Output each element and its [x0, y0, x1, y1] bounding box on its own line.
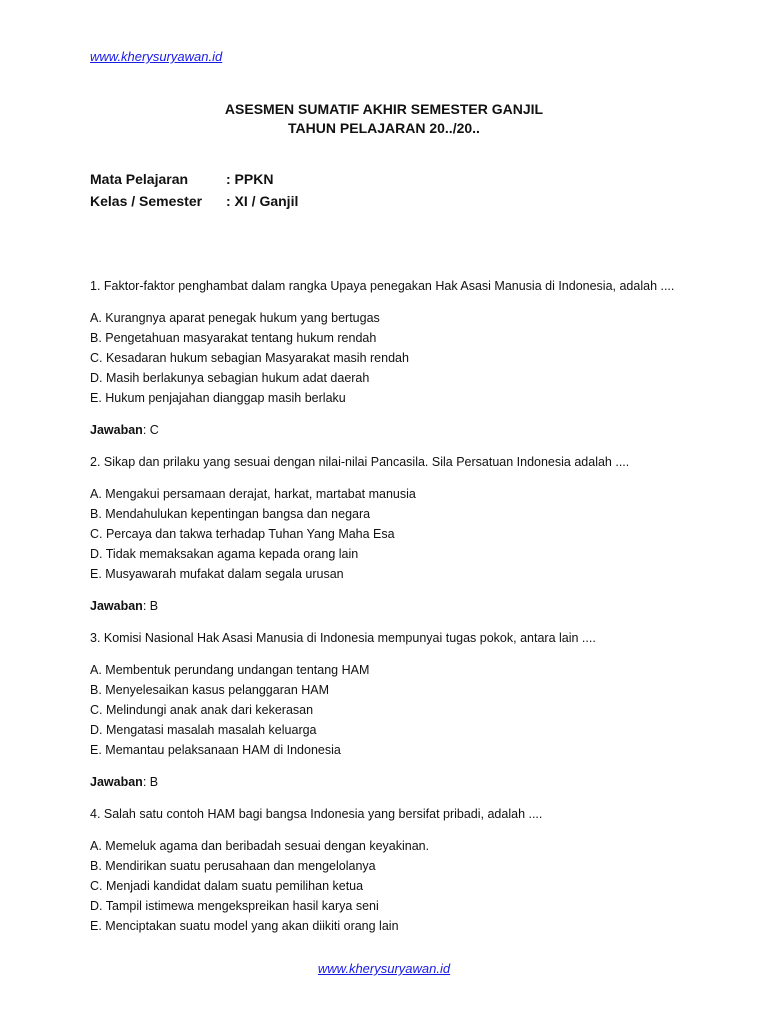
option-b: B. Pengetahuan masyarakat tentang hukum rendah: [90, 331, 377, 345]
option-d: D. Mengatasi masalah masalah keluarga: [90, 723, 317, 737]
option-b: B. Mendirikan suatu perusahaan dan mengelolanya: [90, 859, 376, 873]
answer-value: : B: [142, 599, 159, 613]
option-c: C. Menjadi kandidat dalam suatu pemilihan ketua: [90, 879, 364, 893]
question-1: [90, 276, 678, 440]
subject-label: Mata Pelajaran: [90, 171, 189, 187]
option-c: C. Percaya dan takwa terhadap Tuhan Yang Maha Esa: [90, 527, 395, 541]
question-2: [90, 452, 678, 616]
option-c: C. Melindungi anak anak dari kekerasan: [90, 703, 314, 717]
option-a: A. Memeluk agama dan beribadah sesuai dengan keyakinan.: [90, 839, 430, 853]
option-c: C. Kesadaran hukum sebagian Masyarakat masih rendah: [90, 351, 409, 365]
option-list: [90, 836, 678, 936]
option-list: [90, 484, 678, 584]
question-text: 3. Komisi Nasional Hak Asasi Manusia di Indonesia mempunyai tugas pokok, antara lain ....: [90, 631, 596, 645]
question-4: [90, 804, 678, 936]
option-d: D. Tidak memaksakan agama kepada orang lain: [90, 547, 359, 561]
question-3: [90, 628, 678, 792]
question-text: 2. Sikap dan prilaku yang sesuai dengan nilai-nilai Pancasila. Sila Persatuan Indonesia adalah ....: [90, 455, 630, 469]
option-a: A. Kurangnya aparat penegak hukum yang bertugas: [90, 311, 380, 325]
document-title: [90, 100, 678, 138]
answer-label: Jawaban: [90, 423, 143, 437]
answer-line: [90, 772, 678, 792]
answer-value: : B: [142, 775, 159, 789]
answer-line: [90, 596, 678, 616]
question-text: 4. Salah satu contoh HAM bagi bangsa Indonesia yang bersifat pribadi, adalah ....: [90, 807, 543, 821]
footer: [0, 960, 768, 978]
option-e: E. Musyawarah mufakat dalam segala urusan: [90, 567, 344, 581]
header-link[interactable]: www.kherysuryawan.id: [90, 49, 223, 64]
option-list: [90, 660, 678, 760]
meta-block: [90, 168, 678, 212]
answer-label: Jawaban: [90, 775, 143, 789]
question-text: 1. Faktor-faktor penghambat dalam rangka Upaya penegakan Hak Asasi Manusia di Indonesia, adalah ....: [90, 279, 675, 293]
footer-link[interactable]: www.kherysuryawan.id: [317, 961, 451, 976]
option-d: D. Tampil istimewa mengekspreikan hasil karya seni: [90, 899, 379, 913]
option-a: A. Membentuk perundang undangan tentang HAM: [90, 663, 370, 677]
option-list: [90, 308, 678, 408]
subject-value: : PPKN: [226, 171, 274, 187]
title-line-2: TAHUN PELAJARAN 20../20..: [288, 120, 480, 136]
answer-value: : C: [142, 423, 159, 437]
option-e: E. Hukum penjajahan dianggap masih berlaku: [90, 391, 346, 405]
question-list: [90, 276, 678, 936]
option-b: B. Menyelesaikan kasus pelanggaran HAM: [90, 683, 330, 697]
option-d: D. Masih berlakunya sebagian hukum adat daerah: [90, 371, 370, 385]
class-value: : XI / Ganjil: [226, 193, 299, 209]
title-line-1: ASESMEN SUMATIF AKHIR SEMESTER GANJIL: [224, 101, 544, 117]
option-a: A. Mengakui persamaan derajat, harkat, martabat manusia: [90, 487, 416, 501]
answer-label: Jawaban: [90, 599, 143, 613]
answer-line: [90, 420, 678, 440]
option-b: B. Mendahulukan kepentingan bangsa dan negara: [90, 507, 371, 521]
option-e: E. Memantau pelaksanaan HAM di Indonesia: [90, 743, 341, 757]
meta-row-class: [90, 190, 678, 212]
meta-row-subject: [90, 168, 678, 190]
option-e: E. Menciptakan suatu model yang akan diikiti orang lain: [90, 919, 399, 933]
class-label: Kelas / Semester: [90, 193, 203, 209]
